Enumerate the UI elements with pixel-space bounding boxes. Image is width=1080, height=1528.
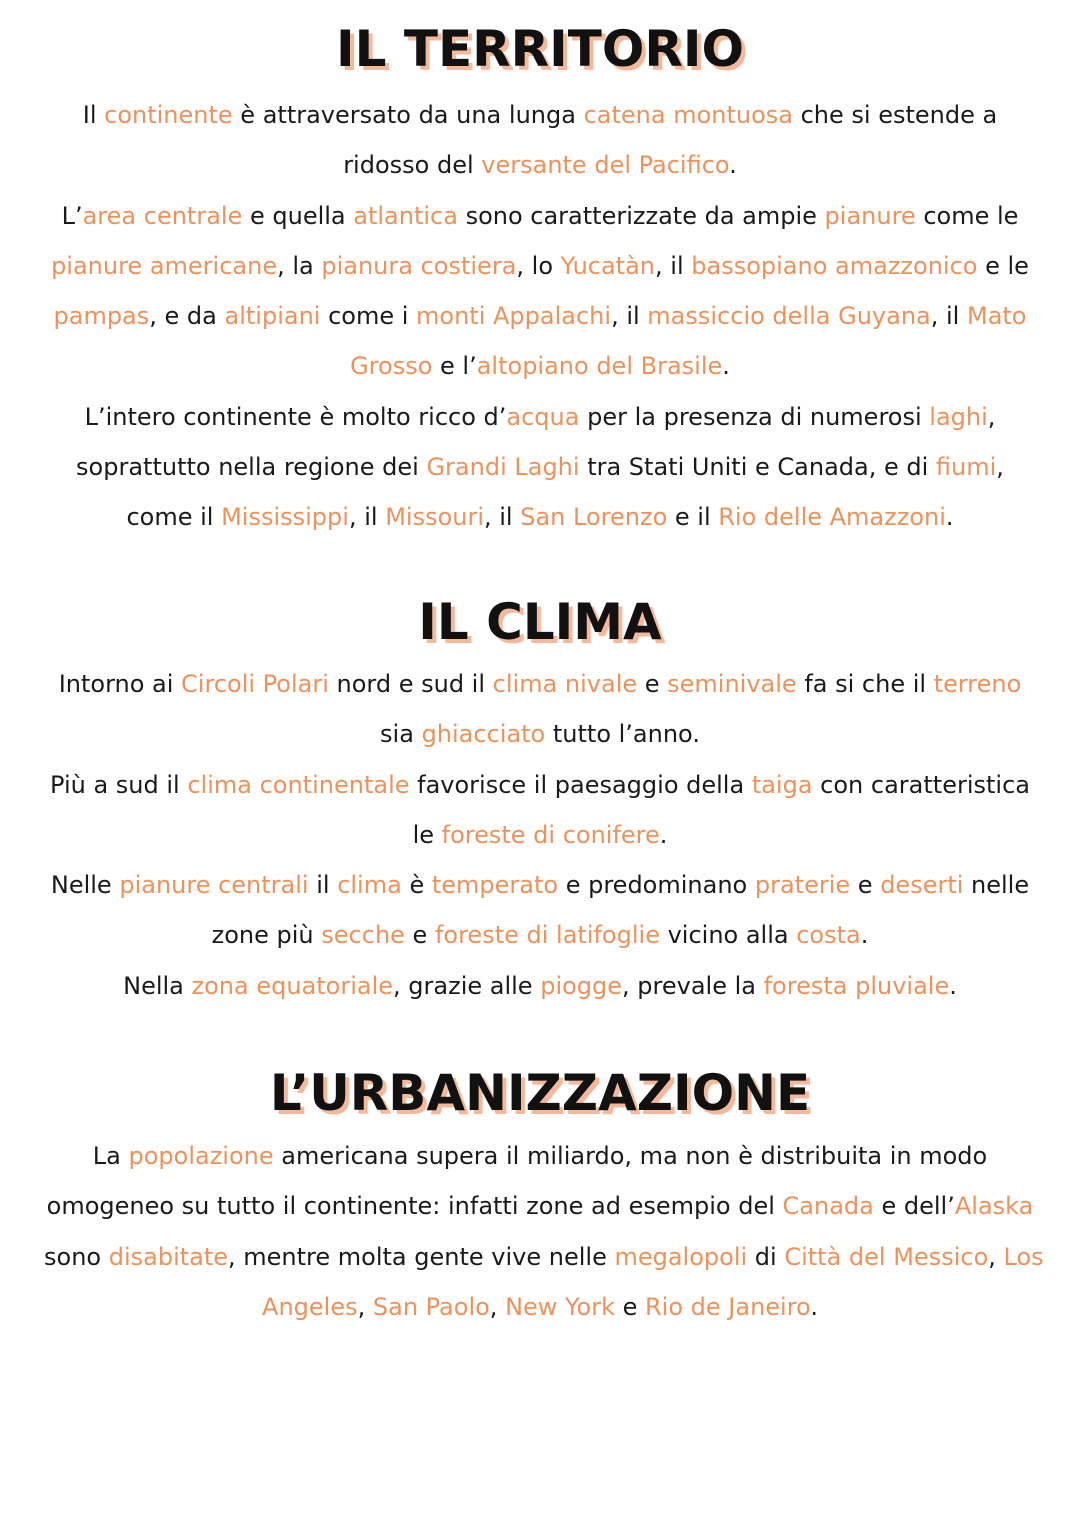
text-line: [44, 140, 1036, 190]
text-run: ,: [988, 1242, 1004, 1271]
highlighted-term: Canada: [782, 1192, 874, 1221]
text-run: Intorno ai: [58, 670, 182, 698]
text-run: Più a sud il: [50, 770, 188, 799]
highlighted-term: Rio delle Amazzoni: [718, 503, 946, 532]
text-run: il: [308, 871, 338, 900]
highlighted-term: megalopoli: [614, 1242, 748, 1271]
text-line: [44, 492, 1036, 542]
text-run: e le: [977, 251, 1029, 280]
text-run: sia: [380, 720, 422, 749]
highlighted-term: continente: [104, 101, 233, 129]
text-line: [44, 760, 1036, 810]
text-line: [44, 961, 1036, 1011]
text-line: [44, 90, 1036, 140]
highlighted-term: foreste di latifoglie: [434, 921, 660, 950]
text-run: come i: [320, 302, 417, 331]
highlighted-term: pianure centrali: [119, 871, 309, 900]
text-run: omogeneo su tutto il continente: infatti zone ad esempio del: [46, 1192, 783, 1221]
highlighted-term: foresta pluviale: [763, 971, 950, 1000]
text-run: , grazie alle: [393, 971, 541, 1000]
text-run: ,: [489, 1292, 506, 1321]
text-run: tutto l’anno.: [545, 720, 700, 749]
text-run: come le: [915, 201, 1019, 230]
text-run: zone più: [211, 921, 322, 950]
text-run: e dell’: [873, 1192, 955, 1221]
text-run: .: [659, 820, 668, 849]
highlighted-term: New York: [505, 1292, 615, 1321]
text-run: è attraversato da una lunga: [232, 101, 584, 129]
highlighted-term: catena montuosa: [583, 101, 793, 129]
text-run: ridosso del: [343, 151, 482, 180]
highlighted-term: Los: [1003, 1242, 1044, 1271]
text-run: come il: [126, 503, 222, 532]
highlighted-term: disabitate: [108, 1242, 229, 1271]
text-run: nelle: [963, 871, 1030, 900]
text-run: Il: [82, 101, 105, 129]
text-run: che si estende a: [792, 101, 998, 129]
text-run: con caratteristica: [812, 770, 1030, 799]
highlighted-term: Città del Messico: [784, 1242, 989, 1271]
text-run: e predominano: [558, 871, 755, 900]
text-run: e il: [667, 503, 719, 532]
text-run: .: [945, 503, 954, 532]
text-run: ,: [357, 1292, 373, 1321]
highlighted-term: taiga: [751, 770, 813, 799]
text-run: e: [850, 871, 881, 900]
highlighted-term: Grosso: [350, 352, 433, 381]
text-run: , il: [611, 302, 648, 331]
highlighted-term: bassopiano amazzonico: [691, 251, 978, 280]
highlighted-term: terreno: [933, 670, 1022, 698]
highlighted-term: laghi: [929, 402, 988, 431]
text-run: sono caratterizzate da ampie: [457, 201, 825, 230]
highlighted-term: pianure: [824, 201, 916, 230]
text-run: , prevale la: [622, 971, 764, 1000]
text-run: tra Stati Uniti e Canada, e di: [579, 453, 936, 482]
highlighted-term: costa: [796, 921, 861, 950]
text-line: [44, 341, 1036, 391]
text-line: [44, 191, 1036, 241]
text-run: .: [729, 151, 737, 180]
text-line: [44, 291, 1036, 341]
highlighted-term: area centrale: [82, 201, 243, 230]
highlighted-term: San Paolo: [372, 1292, 490, 1321]
text-run: , il: [655, 251, 692, 280]
section-territorio: [0, 14, 1080, 543]
highlighted-term: pampas: [53, 302, 150, 331]
highlighted-term: Angeles: [262, 1292, 358, 1321]
text-run: le: [412, 820, 442, 849]
highlighted-term: temperato: [431, 871, 559, 900]
highlighted-term: clima nivale: [492, 670, 638, 698]
section-title: IL TERRITORIO: [336, 20, 744, 78]
text-run: ,: [996, 453, 1004, 482]
text-run: L’intero continente è molto ricco d’: [84, 402, 507, 431]
highlighted-term: pianure americane: [51, 251, 278, 280]
text-run: soprattutto nella regione dei: [76, 453, 427, 482]
text-run: La: [92, 1142, 129, 1170]
text-run: nord e sud il: [328, 670, 493, 698]
text-line: [44, 860, 1036, 910]
text-run: .: [860, 921, 869, 950]
highlighted-term: zona equatoriale: [191, 971, 394, 1000]
highlighted-term: monti Appalachi: [416, 302, 612, 331]
text-line: [44, 1232, 1044, 1282]
text-line: [44, 810, 1036, 860]
highlighted-term: piogge: [540, 971, 623, 1000]
highlighted-term: ghiacciato: [421, 720, 546, 749]
highlighted-term: Mato: [966, 302, 1027, 331]
highlighted-term: atlantica: [353, 201, 458, 230]
highlighted-term: altopiano del Brasile: [476, 352, 723, 381]
text-run: ,: [987, 402, 996, 431]
text-run: favorisce il paesaggio della: [409, 770, 752, 799]
text-run: , mentre molta gente vive nelle: [228, 1242, 615, 1271]
text-run: per la presenza di numerosi: [579, 402, 930, 431]
text-line: [44, 659, 1036, 709]
text-run: è: [401, 871, 432, 900]
text-run: sono: [44, 1242, 109, 1271]
section-title: L’URBANIZZAZIONE: [269, 1064, 811, 1122]
highlighted-term: praterie: [754, 871, 851, 900]
text-run: .: [949, 971, 957, 1000]
highlighted-term: seminivale: [667, 670, 797, 698]
highlighted-term: deserti: [880, 871, 964, 900]
highlighted-term: massiccio della Guyana: [647, 302, 931, 331]
highlighted-term: Rio de Janeiro: [645, 1292, 811, 1321]
text-line: [44, 1282, 1036, 1332]
text-run: e: [614, 1292, 645, 1321]
text-run: , il: [930, 302, 967, 331]
highlighted-term: secche: [321, 921, 405, 950]
text-run: e: [637, 670, 668, 698]
highlighted-term: Mississippi: [221, 503, 349, 532]
section-body: [0, 90, 1080, 543]
text-run: Nelle: [50, 871, 120, 900]
section-title: IL CLIMA: [418, 593, 662, 651]
text-run: di: [747, 1242, 785, 1271]
text-run: L’: [61, 201, 83, 230]
highlighted-term: Grandi Laghi: [426, 453, 580, 482]
text-run: e quella: [242, 201, 354, 230]
text-run: , e da: [149, 302, 225, 331]
section-urbanizzazione: [0, 1058, 1080, 1332]
text-run: , la: [277, 251, 322, 280]
text-line: [44, 442, 1036, 492]
highlighted-term: versante del Pacifico: [481, 151, 730, 180]
highlighted-term: acqua: [506, 402, 580, 431]
highlighted-term: Alaska: [954, 1192, 1034, 1221]
text-line: [44, 241, 1036, 291]
text-line: [44, 1181, 1036, 1231]
section-body: [0, 659, 1080, 1011]
text-run: , il: [484, 503, 521, 532]
highlighted-term: altipiani: [224, 302, 321, 331]
highlighted-term: Yucatàn: [560, 251, 656, 280]
text-run: e l’: [432, 352, 477, 381]
highlighted-term: San Lorenzo: [520, 503, 668, 532]
text-line: [44, 392, 1036, 442]
highlighted-term: clima continentale: [187, 770, 410, 799]
text-run: americana supera il miliardo, ma non è distribuita in modo: [273, 1142, 988, 1170]
text-run: , lo: [516, 251, 561, 280]
section-body: [0, 1131, 1080, 1332]
text-line: [44, 1131, 1036, 1181]
text-run: , il: [348, 503, 386, 532]
text-run: vicino alla: [659, 921, 797, 950]
text-line: [44, 709, 1036, 759]
highlighted-term: Circoli Polari: [181, 670, 329, 698]
text-line: [44, 910, 1036, 960]
highlighted-term: Missouri: [385, 503, 484, 532]
text-run: e: [404, 921, 435, 950]
highlighted-term: foreste di conifere: [441, 820, 660, 849]
highlighted-term: pianura costiera: [321, 251, 517, 280]
section-clima: [0, 587, 1080, 1011]
text-run: Nella: [123, 971, 192, 1000]
text-run: .: [810, 1292, 818, 1321]
text-run: .: [722, 352, 730, 381]
text-run: fa si che il: [796, 670, 934, 698]
highlighted-term: popolazione: [128, 1142, 274, 1170]
highlighted-term: fiumi: [935, 453, 997, 482]
highlighted-term: clima: [337, 871, 402, 900]
